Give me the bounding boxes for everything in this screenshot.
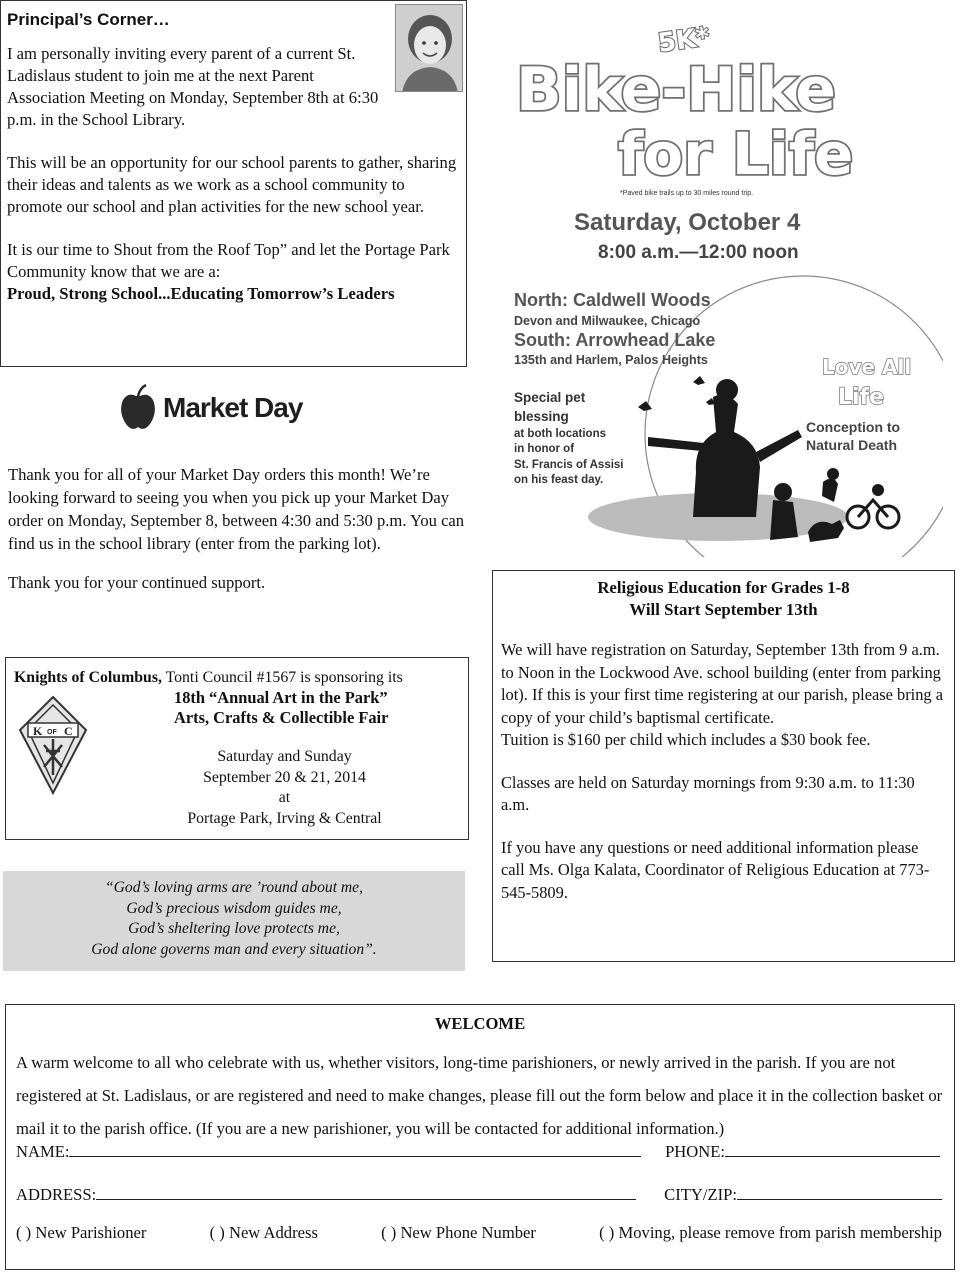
option-new-phone[interactable]: ( ) New Phone Number (381, 1223, 536, 1242)
bike-hike-footnote: *Paved bike trails up to 30 miles round trip. (620, 190, 754, 197)
market-day-logo (118, 382, 318, 432)
classes-paragraph: Classes are held on Saturday mornings from 9:30 a.m. to 11:30 a.m. (501, 772, 915, 814)
market-day-section (8, 463, 468, 594)
knights-name: Knights of Columbus, (14, 669, 162, 686)
principal-motto: Proud, Strong School...Educating Tomorrow’s Leaders (7, 284, 395, 303)
prayer-line-1: “God’s loving arms are ’round about me, (104, 879, 364, 896)
name-field[interactable] (16, 1141, 641, 1162)
registration-paragraph: We will have registration on Saturday, September 13th from 9 a.m. to Noon in the Lockwood Ave. school building (enter from parking lot). If this is your first time registering at our parish, please bring a copy of your child’s baptismal certificate. (501, 640, 943, 727)
emblem-of: OF (47, 729, 57, 736)
bike-hike-title-line2: for Life (618, 120, 854, 188)
tuition-line: Tuition is $160 per child which includes a $30 book fee. (501, 730, 871, 749)
conception-line-1: Conception to (806, 419, 901, 435)
welcome-paragraph: A warm welcome to all who celebrate with us, whether visitors, long-time parishioners, or newly arrived in the parish. If you are not registered at St. Ladislaus, or are registered and need to make changes, please fill out the form below and place it in the collection basket or mail it to the parish office. (If you are a new parishioner, you will be contacted for additional information.) (16, 1053, 943, 1138)
south-address: 135th and Harlem, Palos Heights (514, 353, 708, 367)
bike-hike-title-line1: Bike-Hike (516, 55, 836, 125)
address-field[interactable] (16, 1184, 636, 1205)
pet-blessing-body-3: St. Francis of Assisi (514, 459, 624, 471)
apple-icon (121, 395, 155, 429)
welcome-heading: WELCOME (434, 1014, 526, 1033)
south-location: South: Arrowhead Lake (514, 330, 716, 350)
fair-location: Portage Park, Irving & Central (187, 809, 382, 827)
love-all-life-2: Life (838, 385, 885, 410)
market-day-logo-text: Market Day (163, 392, 303, 423)
principal-invitation-paragraph: I am personally inviting every parent of a current St. Ladislaus student to join me at the next Parent Association Meeting on Monday, September 8th at 6:30 p.m. in the School Library. (7, 44, 379, 129)
fair-dates: September 20 & 21, 2014 (203, 768, 366, 786)
city-zip-label: CITY/ZIP: (664, 1185, 737, 1204)
religious-education-title: Religious Education for Grades 1-8 (597, 578, 850, 597)
name-label: NAME: (16, 1142, 70, 1161)
knights-emblem (18, 695, 88, 795)
religious-education-start: Will Start September 13th (629, 600, 818, 619)
bike-hike-time: 8:00 a.m.—12:00 noon (598, 242, 799, 263)
membership-options-row (16, 1223, 944, 1243)
bike-hike-poster (498, 12, 943, 557)
bike-hike-date: Saturday, October 4 (574, 209, 801, 236)
knights-sponsor-text: Tonti Council #1567 is sponsoring its (161, 669, 403, 686)
art-in-park-title: 18th “Annual Art in the Park” (174, 688, 388, 707)
address-label: ADDRESS: (16, 1185, 97, 1204)
pet-blessing-title-2: blessing (514, 409, 569, 424)
fair-at: at (278, 789, 291, 806)
prayer-line-3: God’s sheltering love protects me, (128, 920, 340, 937)
option-moving[interactable]: ( ) Moving, please remove from parish membership (599, 1223, 942, 1242)
emblem-k: K (33, 724, 43, 738)
prayer-line-2: God’s precious wisdom guides me, (126, 899, 342, 917)
option-new-address[interactable]: ( ) New Address (209, 1223, 318, 1242)
market-day-support-line: Thank you for your continued support. (8, 573, 266, 592)
love-all-life-1: Love All (822, 355, 912, 379)
name-phone-row (16, 1141, 944, 1162)
art-in-park-subtitle: Arts, Crafts & Collectible Fair (174, 708, 389, 727)
address-city-row (16, 1184, 944, 1205)
principal-shout-text: It is our time to Shout from the Roof Top” and let the Portage Park Community know that we are a: (7, 240, 450, 281)
religious-education-box (492, 570, 955, 962)
religious-education-heading (501, 577, 946, 621)
pet-blessing-body-2: in honor of (514, 443, 575, 455)
phone-label: PHONE: (665, 1142, 725, 1161)
prayer-box (3, 871, 465, 971)
prayer-line-4: God alone governs man and every situation”. (91, 940, 377, 958)
market-day-thanks-paragraph: Thank you for all of your Market Day orders this month! We’re looking forward to seeing you when you pick up your Market Day order on Monday, September 8, between 4:30 and 5:30 p.m. You can find us in the school library (enter from the parking lot). (8, 465, 465, 553)
option-new-parishioner[interactable]: ( ) New Parishioner (16, 1223, 147, 1242)
north-address: Devon and Milwaukee, Chicago (514, 314, 701, 328)
emblem-c: C (64, 724, 73, 738)
bike-hike-5k: 5K* (656, 22, 712, 59)
principal-photo (395, 4, 463, 92)
city-zip-field[interactable] (664, 1184, 942, 1205)
conception-line-2: Natural Death (806, 437, 898, 453)
knights-intro-line (14, 668, 460, 688)
contact-paragraph: If you have any questions or need additional information please call Ms. Olga Kalata, Coordinator of Religious Education at 773-545-5809. (501, 837, 930, 902)
phone-field[interactable] (665, 1141, 940, 1162)
principal-opportunity-paragraph: This will be an opportunity for our school parents to gather, sharing their ideas and talents as we work as a school community to promote our school and plan activities for the new school year. (7, 153, 457, 216)
principal-shout-paragraph (7, 239, 460, 305)
north-location: North: Caldwell Woods (514, 290, 711, 310)
fair-days: Saturday and Sunday (217, 748, 352, 765)
pet-blessing-body-4: on his feast day. (514, 474, 604, 486)
pet-blessing-title-1: Special pet (514, 390, 586, 405)
welcome-registration-box (5, 1004, 955, 1270)
pet-blessing-body-1: at both locations (514, 428, 606, 440)
principals-corner-title: Principal’s Corner… (7, 10, 170, 29)
